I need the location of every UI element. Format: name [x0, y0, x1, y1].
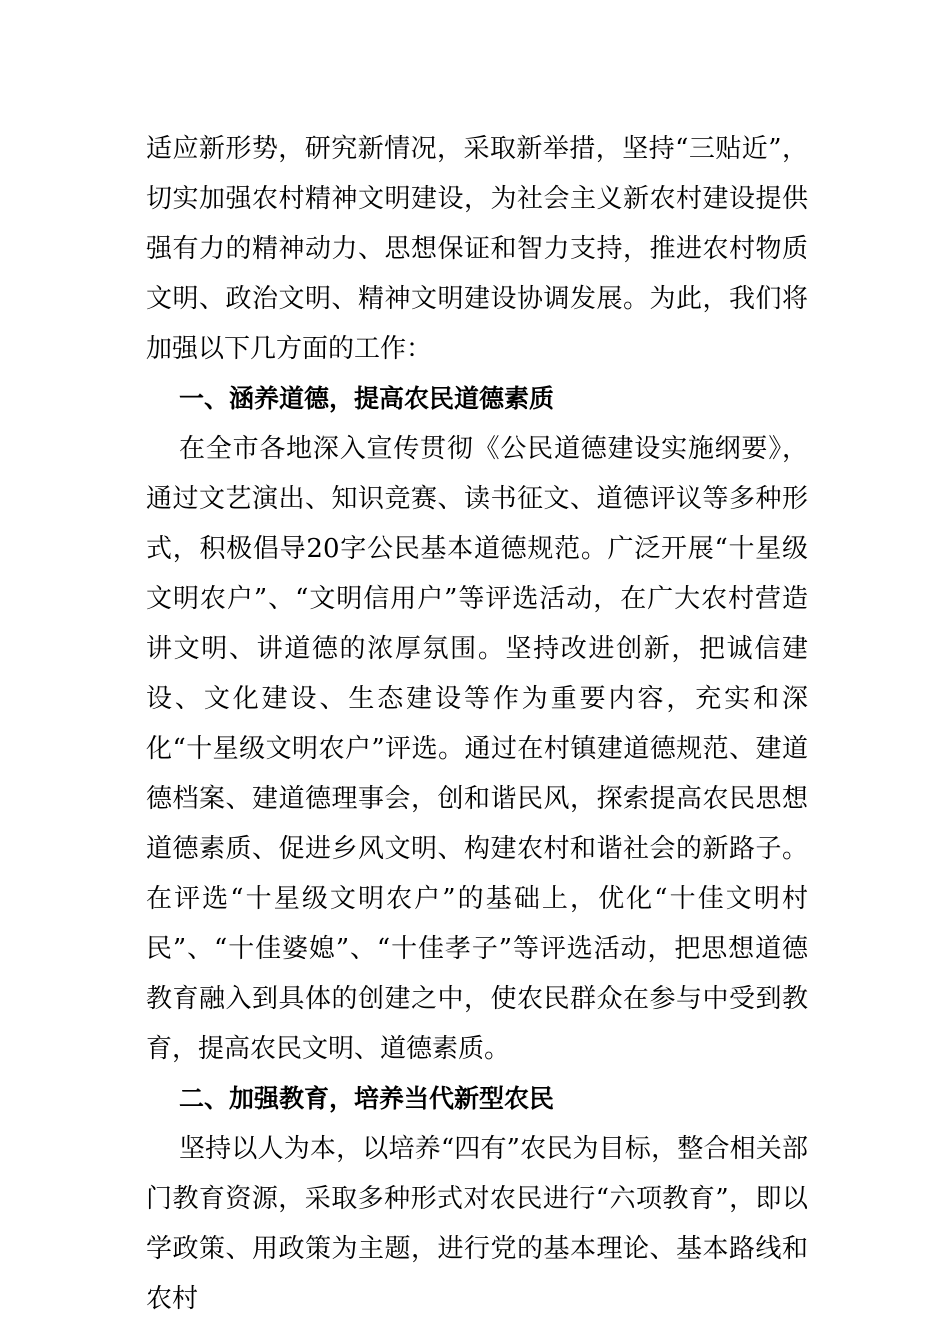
section-heading-1: 一、涵养道德，提高农民道德素质 — [179, 384, 555, 413]
section-heading-2: 二、加强教育，培养当代新型农民 — [179, 1084, 555, 1113]
intro-paragraph: 适应新形势，研究新情况，采取新举措，坚持“三贴近”，切实加强农村精神文明建设，为社会主义新农村建设提供强有力的精神动力、思想保证和智力支持，推进农村物质文明、政治文明、精神文明建设协调发展。为此，我们将加强以下几方面的工作： — [146, 134, 808, 364]
section-2-paragraph: 坚持以人为本，以培养“四有”农民为目标，整合相关部门教育资源，采取多种形式对农民进行“六项教育”，即以学政策、用政策为主题，进行党的基本理论、基本路线和农村 — [146, 1134, 808, 1314]
section-1-paragraph: 在全市各地深入宣传贯彻《公民道德建设实施纲要》，通过文艺演出、知识竞赛、读书征文、道德评议等多种形式，积极倡导20字公民基本道德规范。广泛开展“十星级文明农户”、“文明信用户”等评选活动，在广大农村营造讲文明、讲道德的浓厚氛围。坚持改进创新，把诚信建设、文化建设、生态建设等作为重要内容，充实和深化“十星级文明农户”评选。通过在村镇建道德规范、建道德档案、建道德理事会，创和谐民风，探索提高农民思想道德素质、促进乡风文明、构建农村和谐社会的新路子。在评选“十星级文明农户”的基础上，优化“十佳文明村民”、“十佳婆媳”、“十佳孝子”等评选活动，把思想道德教育融入到具体的创建之中，使农民群众在参与中受到教育，提高农民文明、道德素质。 — [146, 434, 808, 1064]
document-body — [146, 124, 808, 1324]
